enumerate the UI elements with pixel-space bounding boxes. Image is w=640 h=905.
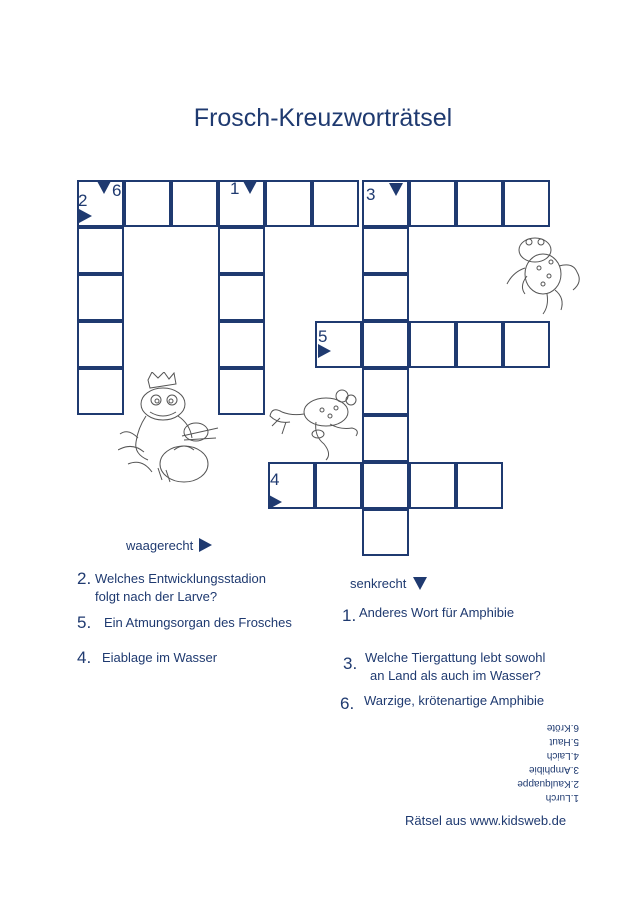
clue-text: Ein Atmungsorgan des Frosches [104, 615, 292, 630]
across-arrow-icon [199, 538, 212, 552]
solution-item: 6.Kröte [546, 722, 579, 733]
cell-number: 3 [366, 185, 376, 204]
solution-item: 2.Kaulquappe [517, 778, 579, 789]
solution-item: 1.Lurch [545, 792, 579, 803]
solution-item: 5.Haut [549, 736, 579, 747]
clue-number: 2. [77, 569, 92, 588]
cell-number: 6 [112, 181, 122, 200]
grid-cell[interactable] [218, 274, 265, 321]
grid-cell[interactable] [124, 180, 171, 227]
clue-down-6 [340, 692, 580, 713]
clue-down-1 [342, 604, 572, 625]
clue-number: 6. [340, 694, 355, 713]
grid-cell[interactable] [409, 462, 456, 509]
grid-cell[interactable] [362, 321, 409, 368]
clue-across-2 [77, 570, 317, 606]
clue-text: Welches Entwicklungsstadion [95, 571, 267, 586]
frog-king-illustration [118, 372, 228, 487]
clue-text: folgt nach der Larve? [95, 589, 218, 604]
page-title: Frosch-Kreuzworträtsel [193, 104, 453, 132]
clue-number: 3. [343, 654, 358, 673]
grid-cell[interactable] [315, 462, 362, 509]
across-arrow-icon [79, 209, 92, 223]
clue-text: Warzige, krötenartige Amphibie [364, 693, 545, 708]
grid-cell[interactable] [218, 227, 265, 274]
grid-cell[interactable] [503, 321, 550, 368]
grid-cell[interactable] [362, 462, 409, 509]
clue-text: Eiablage im Wasser [102, 650, 218, 665]
across-arrow-icon [269, 495, 282, 509]
down-arrow-icon [389, 183, 403, 196]
cell-number: 5 [318, 327, 328, 346]
clue-across-5 [77, 614, 327, 632]
cell-number: 1 [230, 179, 240, 198]
down-arrow-icon [243, 181, 257, 194]
clue-text: Welche Tiergattung lebt sowohl [365, 650, 546, 665]
grid-cell[interactable] [218, 321, 265, 368]
grid-cell[interactable] [362, 227, 409, 274]
credit-text: Rätsel aus www.kidsweb.de [405, 813, 567, 828]
grid-cell[interactable] [265, 180, 312, 227]
grid-cell[interactable] [362, 415, 409, 462]
grid-cell[interactable] [362, 509, 409, 556]
across-heading: waagerecht [126, 538, 194, 553]
clue-text: an Land als auch im Wasser? [370, 668, 541, 683]
cell-number: 2 [78, 191, 88, 210]
grid-cell[interactable] [503, 180, 550, 227]
grid-cell[interactable] [171, 180, 218, 227]
clue-number: 4. [77, 648, 92, 667]
clue-across-4 [77, 649, 327, 667]
down-arrow-icon [97, 181, 111, 194]
grid-cell[interactable] [456, 180, 503, 227]
cell-number: 4 [270, 470, 280, 489]
grid-cell[interactable] [77, 368, 124, 415]
clue-down-3 [343, 649, 583, 685]
grid-cell[interactable] [77, 321, 124, 368]
down-arrow-icon [413, 577, 427, 590]
grid-cell[interactable] [409, 180, 456, 227]
solutions-upside-down [505, 720, 579, 804]
clue-text: Anderes Wort für Amphibie [359, 605, 515, 620]
grid-cell[interactable] [77, 274, 124, 321]
clue-number: 5. [77, 613, 92, 632]
grid-cell[interactable] [456, 321, 503, 368]
grid-cell[interactable] [362, 368, 409, 415]
grid-cell[interactable] [409, 321, 456, 368]
solution-item: 4.Laich [546, 750, 579, 761]
across-arrow-icon [318, 344, 331, 358]
down-heading: senkrecht [350, 576, 407, 591]
clue-number: 1. [342, 606, 357, 625]
frog-right-illustration [505, 232, 585, 316]
grid-cell[interactable] [362, 274, 409, 321]
grid-cell[interactable] [456, 462, 503, 509]
grid-cell[interactable] [218, 180, 265, 227]
solution-item: 3.Amphibie [528, 764, 579, 775]
frog-center-illustration [268, 382, 360, 464]
grid-cell[interactable] [77, 227, 124, 274]
grid-cell[interactable] [312, 180, 359, 227]
